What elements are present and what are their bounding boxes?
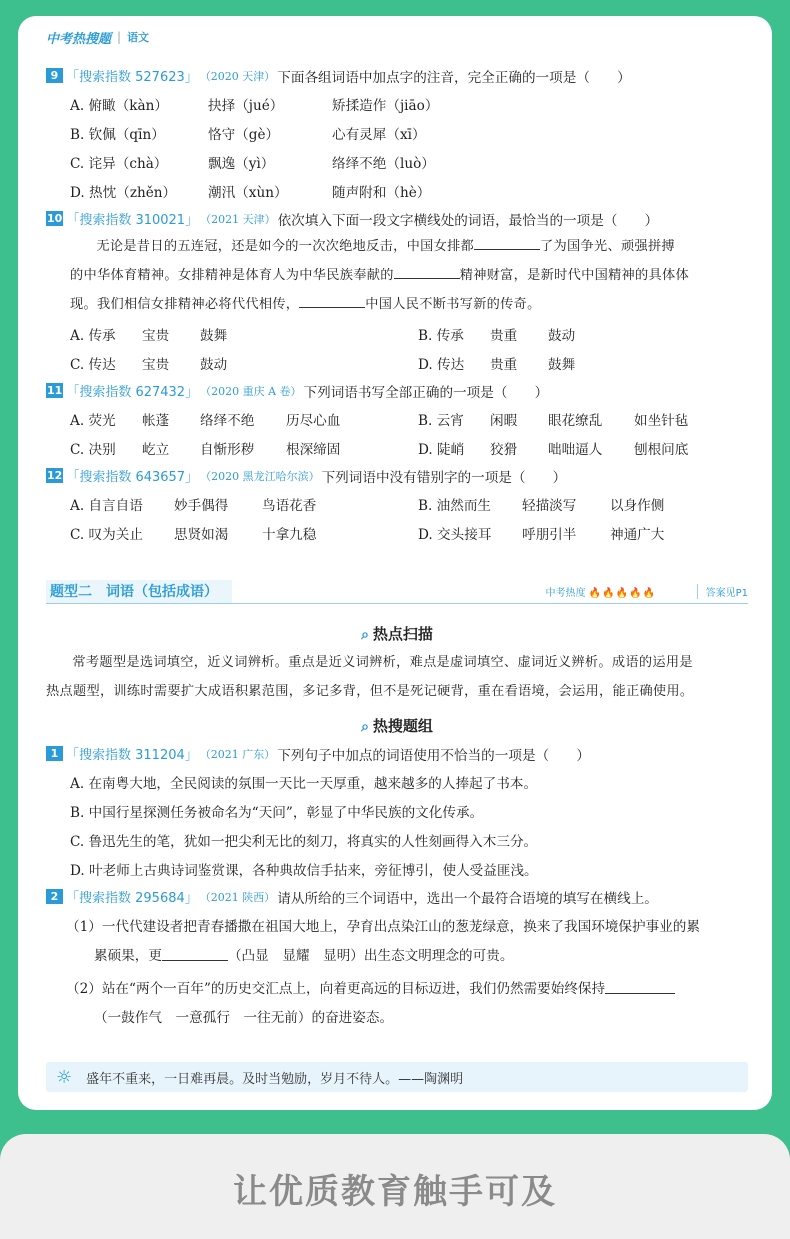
option-row [70, 404, 748, 433]
option-item: 宝贵 [142, 327, 170, 344]
option-item: 心有灵犀（xī） [332, 126, 426, 143]
passage-line: 的中华体育精神。女排精神是体育人为中华民族奉献的 精神财富，是新时代中国精神的具体体 [46, 261, 748, 290]
search-index-tag: 「搜索指数 311204」 [66, 748, 198, 763]
section-title: 题型二 词语（包括成语） [46, 580, 232, 604]
option-item: 轻描淡写 [522, 497, 577, 514]
scan-text: 常考题型是选词填空，近义词辨析。重点是近义词辨析，难点是虚词填空、虚词近义辨析。成语的运用是 [72, 655, 693, 670]
fill-blank[interactable] [605, 979, 675, 994]
question-text: 下列词语中没有错别字的一项是（ ） [321, 469, 567, 486]
fill-blank[interactable] [394, 264, 460, 279]
sub-item-text: （2）站在“两个一百年”的历史交汇点上，向着更高远的目标迈进，我们仍然需要始终保持 [66, 972, 748, 1001]
option-row [70, 89, 748, 118]
question-number: 2 [46, 889, 63, 904]
question-text: 请从所给的三个词语中，选出一个最符合语境的填写在横线上。 [277, 890, 658, 907]
option-item: D. 交头接耳 [418, 526, 492, 543]
sub-item-text: 累硕果，更 （凸显 显耀 显明）出生态文明理念的可贵。 [94, 947, 514, 964]
option-item: 鼓动 [548, 327, 576, 344]
quote-banner [46, 1062, 748, 1092]
search-index-tag: 「搜索指数 310021」 [66, 213, 199, 228]
footer-banner [0, 1134, 790, 1239]
question-source: （2021 陕西） [199, 890, 276, 904]
search-icon: ⌕ [361, 719, 369, 735]
option-item: A. 传承 [70, 327, 116, 344]
option-item: 鼓动 [200, 356, 228, 373]
option-item: C. 传达 [70, 356, 116, 373]
option-item: 贵重 [490, 356, 518, 373]
question-source: （2020 天津） [199, 69, 276, 83]
option-item: 根深缔固 [286, 441, 341, 458]
question-1-options [46, 767, 748, 883]
option-item: C. 决别 [70, 441, 116, 458]
question-source: （2021 广东） [199, 747, 276, 761]
question-2-items [46, 910, 748, 1030]
question-9-stem [46, 62, 748, 89]
fill-blank[interactable] [474, 235, 540, 250]
question-number: 10 [47, 212, 63, 225]
header-separator: | [117, 30, 122, 44]
slogan-text: 让优质教育触手可及 [233, 1172, 557, 1212]
scan-text: 热点题型，训练时需要扩大成语积累范围，多记多背，但不是死记硬背，重在看语境，会运用，能正确使用。 [46, 684, 694, 699]
option-item: 帐蓬 [142, 412, 170, 429]
section-divider [46, 603, 748, 604]
option-item: 自惭形秽 [200, 441, 255, 458]
question-2-stem [46, 883, 748, 910]
question-10-options [46, 319, 748, 377]
hot-scan-heading: ⌕ 热点扫描 [46, 620, 748, 648]
option-item: 贵重 [490, 327, 518, 344]
answer-reference: 答案见P1 [697, 584, 748, 599]
option-item: 刨根问底 [634, 441, 689, 458]
question-text: 下列词语书写全部正确的一项是（ ） [303, 384, 549, 401]
option-item: 神通广大 [610, 526, 665, 543]
option-item: 络绎不绝 [200, 412, 255, 429]
search-index-tag: 「搜索指数 643657」 [66, 470, 199, 485]
option-item: A. 在南粤大地，全民阅读的氛围一天比一天厚重，越来越多的人捧起了书本。 [70, 775, 538, 792]
search-index-tag: 「搜索指数 295684」 [66, 891, 198, 906]
fill-blank[interactable] [299, 293, 365, 308]
question-9-options [46, 89, 748, 205]
question-number: 12 [47, 469, 63, 482]
option-item: 飘逸（yì） [208, 155, 275, 172]
option-item: 闲暇 [490, 412, 518, 429]
worksheet-page [18, 16, 772, 1110]
question-text: 下面各组词语中加点字的注音，完全正确的一项是（ ） [277, 69, 631, 86]
question-12-stem [46, 462, 748, 489]
option-item: 潮汛（xùn） [208, 184, 288, 201]
option-item: 历尽心血 [286, 412, 341, 429]
option-row [70, 433, 748, 462]
question-source: （2020 重庆 A 卷） [200, 384, 302, 398]
search-icon: ⌕ [361, 627, 369, 643]
option-item: D. 热忱（zhěn） [70, 184, 177, 201]
passage-line: 现。我们相信女排精神必将代代相传， 中国人民不断书写新的传奇。 [46, 290, 748, 319]
option-item: 屹立 [142, 441, 170, 458]
flame-icon: 🔥🔥🔥🔥🔥 [588, 588, 656, 599]
option-row [70, 518, 748, 547]
option-item: D. 叶老师上古典诗词鉴赏课，各种典故信手拈来，旁征博引，使人受益匪浅。 [70, 862, 538, 879]
option-item: 如坐针毡 [634, 412, 689, 429]
option-item: 十拿九稳 [262, 526, 317, 543]
option-row [70, 147, 748, 176]
option-item: 狡猾 [490, 441, 518, 458]
question-source: （2020 黑龙江哈尔滨） [200, 469, 320, 483]
option-item: 鼓舞 [548, 356, 576, 373]
option-row [70, 118, 748, 147]
option-item: B. 中国行星探测任务被命名为“天问”，彰显了中华民族的文化传承。 [70, 804, 484, 821]
sub-item-text: （1）一代代建设者把青春播撒在祖国大地上，孕育出点染江山的葱茏绿意，换来了我国环境保护事业的累 [66, 918, 700, 935]
option-item: 以身作侧 [610, 497, 665, 514]
option-item: B. 油然而生 [418, 497, 492, 514]
fill-blank[interactable] [162, 946, 228, 961]
option-item: 恪守（gè） [208, 126, 280, 143]
search-index-tag: 「搜索指数 627432」 [66, 385, 199, 400]
option-item: 鼓舞 [200, 327, 228, 344]
page-header [46, 28, 149, 46]
section-header [46, 580, 748, 604]
option-item: 眼花缭乱 [548, 412, 603, 429]
question-12-options [46, 489, 748, 547]
sun-icon: ☼ [56, 1066, 73, 1088]
option-row [70, 176, 748, 205]
option-item: 呼朋引半 [522, 526, 577, 543]
option-row [70, 319, 748, 348]
questions-top [46, 62, 748, 547]
questions-bottom [46, 620, 748, 1030]
option-item: 抉择（jué） [208, 97, 284, 114]
option-item: D. 陡峭 [418, 441, 465, 458]
option-item: A. 自言自语 [70, 497, 143, 514]
subject-label: 语文 [127, 31, 150, 44]
option-item: B. 云宵 [418, 412, 464, 429]
question-10-stem [46, 205, 748, 232]
question-11-options [46, 404, 748, 462]
question-1-stem [46, 740, 748, 767]
option-item: 随声附和（hè） [332, 184, 431, 201]
option-item: C. 诧异（chà） [70, 155, 168, 172]
question-text: 下列句子中加点的词语使用不恰当的一项是（ ） [277, 747, 590, 764]
option-item: B. 钦佩（qīn） [70, 126, 165, 143]
option-item: 宝贵 [142, 356, 170, 373]
option-row [70, 348, 748, 377]
option-item: A. 俯瞰（kàn） [70, 97, 168, 114]
quote-text: 盛年不重来，一日难再晨。及时当勉励，岁月不待人。——陶渊明 [86, 1071, 464, 1087]
option-item: 妙手偶得 [174, 497, 229, 514]
question-text: 依次填入下面一段文字横线处的词语，最恰当的一项是（ ） [277, 212, 659, 229]
heat-rating: 中考热度 🔥🔥🔥🔥🔥 [545, 588, 656, 599]
question-source: （2021 天津） [200, 212, 276, 226]
option-item: 思贤如渴 [174, 526, 229, 543]
hot-group-heading: ⌕ 热搜题组 [46, 712, 748, 740]
brand-logo: 中考热搜题 [46, 31, 112, 47]
option-item: 鸟语花香 [262, 497, 317, 514]
question-11-stem [46, 377, 748, 404]
search-index-tag: 「搜索指数 527623」 [66, 70, 198, 85]
option-row [70, 489, 748, 518]
question-number: 11 [47, 384, 63, 397]
option-item: C. 叹为关止 [70, 526, 143, 543]
sub-item-text: （一鼓作气 一意孤行 一往无前）的奋进姿态。 [94, 1009, 394, 1026]
question-number: 9 [46, 68, 63, 83]
option-item: C. 鲁迅先生的笔，犹如一把尖利无比的刻刀，将真实的人性刻画得入木三分。 [70, 833, 538, 850]
question-number: 1 [46, 746, 63, 761]
option-item: 络绎不绝（luò） [332, 155, 435, 172]
option-item: 矫揉造作（jiāo） [332, 97, 439, 114]
option-item: A. 荧光 [70, 412, 116, 429]
passage-line: 无论是昔日的五连冠，还是如今的一次次绝地反击，中国女排都 了为国争光、顽强拼搏 [46, 232, 748, 261]
option-item: 咄咄逼人 [548, 441, 603, 458]
option-item: D. 传达 [418, 356, 465, 373]
option-item: B. 传承 [418, 327, 464, 344]
